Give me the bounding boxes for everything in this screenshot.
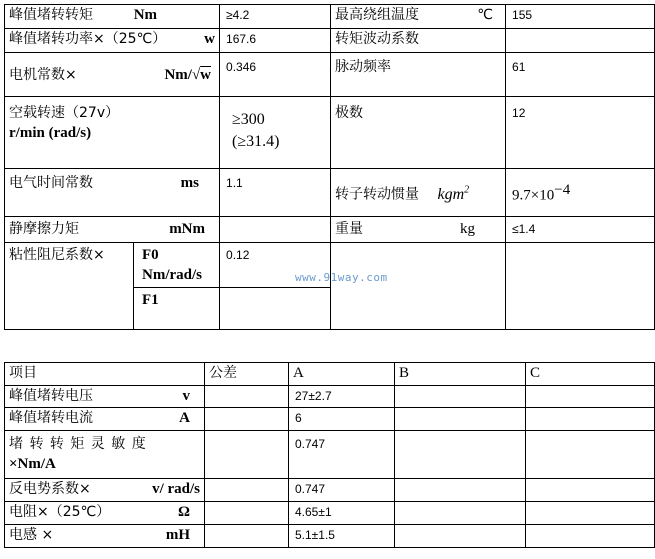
row-b-value	[395, 525, 526, 548]
peak-stall-torque-label: 峰值堵转转矩 Nm	[5, 5, 220, 29]
viscous-damping-f0-value: 0.12	[220, 243, 331, 288]
row-c-value	[526, 525, 655, 548]
row-tolerance	[205, 386, 289, 408]
rotor-inertia-value: $9.7\times 10^{-4}$	[506, 169, 655, 217]
row-label: 堵 转 转 矩 灵 敏 度 ×Nm/A	[5, 431, 205, 479]
row-label: 电感 × mH	[5, 525, 205, 548]
watermark: www.91way.com	[295, 271, 388, 284]
peak-stall-power-label: 峰值堵转功率×（25℃） w	[5, 29, 220, 53]
header-tolerance: 公差	[205, 363, 289, 386]
viscous-damping-f1-value	[220, 288, 331, 330]
electrical-time-constant-value: 1.1	[220, 169, 331, 217]
ripple-frequency-label: 脉动频率	[331, 53, 506, 97]
row-a-value: 6	[289, 408, 395, 431]
header-c: C	[526, 363, 655, 386]
row-c-value	[526, 479, 655, 502]
peak-stall-power-value: 167.6	[220, 29, 331, 53]
max-winding-temp-value: 155	[506, 5, 655, 29]
row-b-value	[395, 502, 526, 525]
header-a: A	[289, 363, 395, 386]
row-b-value	[395, 431, 526, 479]
row-tolerance	[205, 502, 289, 525]
header-b: B	[395, 363, 526, 386]
row-b-value	[395, 386, 526, 408]
row-b-value	[395, 408, 526, 431]
viscous-damping-f0-label: F0 Nm/rad/s	[134, 243, 220, 288]
pole-count-label: 极数	[331, 97, 506, 169]
row-a-value: 27±2.7	[289, 386, 395, 408]
peak-stall-torque-value: ≥4.2	[220, 5, 331, 29]
header-item: 项目	[5, 363, 205, 386]
row-c-value	[526, 408, 655, 431]
row-tolerance	[205, 431, 289, 479]
row-tolerance	[205, 479, 289, 502]
row-label: 峰值堵转电流 A	[5, 408, 205, 431]
torque-ripple-value	[506, 29, 655, 53]
static-friction-value	[220, 217, 331, 243]
viscous-damping-label: 粘性阻尼系数×	[5, 243, 134, 330]
row-c-value	[526, 502, 655, 525]
row-a-value: 5.1±1.5	[289, 525, 395, 548]
electrical-time-constant-label: 电气时间常数 ms	[5, 169, 220, 217]
torque-ripple-label: 转矩波动系数	[331, 29, 506, 53]
row-tolerance	[205, 408, 289, 431]
no-load-speed-value: ≥300 (≥31.4)	[220, 97, 331, 169]
row-a-value: 0.747	[289, 479, 395, 502]
rotor-inertia-label: 转子转动惯量 kgm$^2$	[331, 169, 506, 217]
row-c-value	[526, 431, 655, 479]
ripple-frequency-value: 61	[506, 53, 655, 97]
static-friction-label: 静摩擦力矩 mNm	[5, 217, 220, 243]
viscous-damping-f1-label: F1	[134, 288, 220, 330]
row-b-value	[395, 479, 526, 502]
motor-constant-value: 0.346	[220, 53, 331, 97]
weight-value: ≤1.4	[506, 217, 655, 243]
row-a-value: 4.65±1	[289, 502, 395, 525]
blank-cell-right	[331, 243, 506, 330]
motor-constant-label: 电机常数× Nm/√w	[5, 53, 220, 97]
row-label: 反电势系数× v/ rad/s	[5, 479, 205, 502]
max-winding-temp-label: 最高绕组温度 ℃	[331, 5, 506, 29]
row-tolerance	[205, 525, 289, 548]
row-label: 电阻×（25℃） Ω	[5, 502, 205, 525]
row-c-value	[526, 386, 655, 408]
blank-cell-right-2	[506, 243, 655, 330]
no-load-speed-label: 空载转速（27v） r/min (rad/s)	[5, 97, 220, 169]
weight-label: 重量 kg	[331, 217, 506, 243]
row-label: 峰值堵转电压 v	[5, 386, 205, 408]
winding-parameter-table	[4, 362, 655, 548]
pole-count-value: 12	[506, 97, 655, 169]
row-a-value: 0.747	[289, 431, 395, 479]
